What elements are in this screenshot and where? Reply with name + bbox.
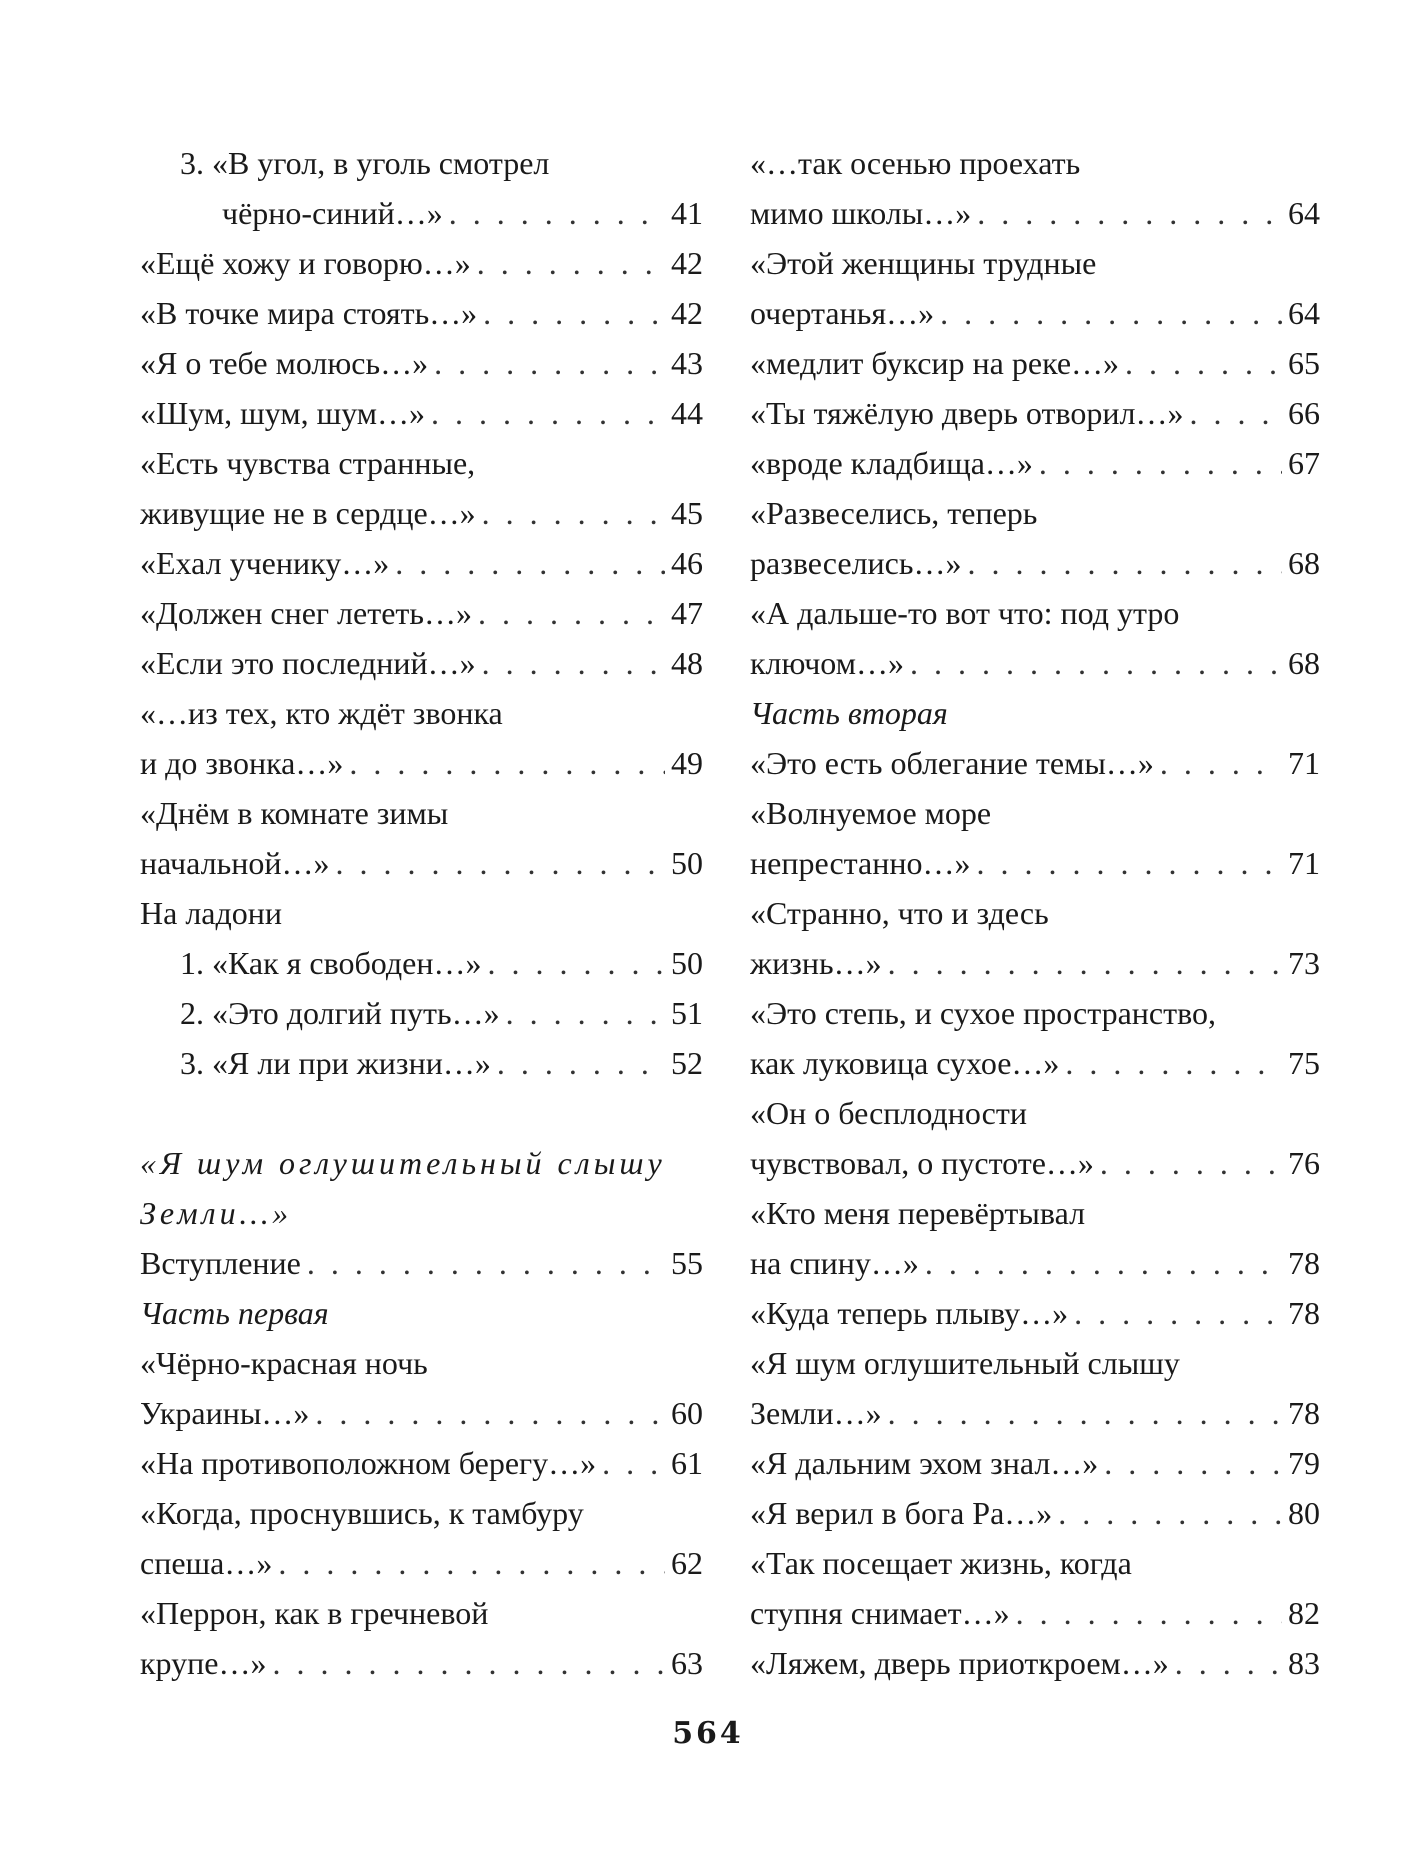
toc-entry-title: 1. «Как я свободен…»: [180, 945, 482, 981]
toc-entry-title: «Ляжем, дверь приоткроем…»: [750, 1645, 1169, 1681]
dot-leader: [335, 838, 665, 888]
toc-entry-text: «Этой женщины трудные: [750, 245, 1097, 281]
section-title: «Я шум оглушительный слышу: [140, 1145, 666, 1181]
toc-entry: [750, 1588, 1320, 1638]
toc-entry-title: «Шум, шум, шум…»: [140, 395, 426, 431]
toc-page-ref: 61: [671, 1445, 703, 1481]
toc-entry: [140, 1388, 703, 1438]
toc-entry: [750, 1488, 1320, 1538]
toc-entry-text: «Так посещает жизнь, когда: [750, 1545, 1132, 1581]
toc-entry-title: крупе…»: [140, 1645, 267, 1681]
dot-leader: [506, 988, 665, 1038]
dot-leader: [483, 288, 665, 338]
toc-page-ref: 42: [671, 245, 703, 281]
toc-entry: [140, 1538, 703, 1588]
dot-leader: [1074, 1288, 1282, 1338]
toc-entry-text: «Я шум оглушительный слышу: [750, 1345, 1180, 1381]
part-heading: Часть вторая: [750, 695, 948, 731]
toc-entry-text: 3. «В угол, в уголь смотрел: [180, 145, 550, 181]
toc-entry: [750, 288, 1320, 338]
toc-entry-title: мимо школы…»: [750, 195, 972, 231]
toc-entry-title: чувствовал, о пустоте…»: [750, 1145, 1094, 1181]
dot-leader: [349, 738, 665, 788]
toc-entry-title: «вроде кладбища…»: [750, 445, 1033, 481]
dot-leader: [482, 488, 665, 538]
toc-entry: [140, 1438, 703, 1488]
dot-leader: [307, 1238, 665, 1288]
dot-leader: [315, 1388, 665, 1438]
toc-page-ref: 42: [671, 295, 703, 331]
spacer: [140, 1088, 703, 1138]
toc-entry-title: на спину…»: [750, 1245, 919, 1281]
dot-leader: [888, 938, 1282, 988]
dot-leader: [967, 538, 1282, 588]
toc-entry-title: Украины…»: [140, 1395, 310, 1431]
toc-entry-title: начальной…»: [140, 845, 330, 881]
toc-entry-title: как луковица сухое…»: [750, 1045, 1060, 1081]
toc-page-ref: 64: [1288, 195, 1320, 231]
toc-entry: [140, 838, 703, 888]
toc-right-column: [750, 138, 1320, 1688]
toc-entry: [750, 388, 1320, 438]
dot-leader: [1189, 388, 1282, 438]
toc-entry-title: «Если это последний…»: [140, 645, 476, 681]
toc-entry-text: «Он о бесплодности: [750, 1095, 1027, 1131]
toc-entry: [140, 738, 703, 788]
toc-entry: [750, 738, 1320, 788]
toc-entry-title: «Ехал ученику…»: [140, 545, 390, 581]
dot-leader: [925, 1238, 1282, 1288]
toc-entry: [140, 288, 703, 338]
section-title-continued: Земли…»: [140, 1195, 293, 1231]
toc-entry-title: непрестанно…»: [750, 845, 971, 881]
toc-page-ref: 66: [1288, 395, 1320, 431]
toc-page-ref: 44: [671, 395, 703, 431]
toc-entry-text: «Когда, проснувшись, к тамбуру: [140, 1495, 584, 1531]
toc-group-heading: На ладони: [140, 895, 283, 931]
toc-page-ref: 80: [1288, 1495, 1320, 1531]
toc-entry-text: «Волнуемое море: [750, 795, 992, 831]
dot-leader: [497, 1038, 665, 1088]
toc-entry-title: «Это есть облегание темы…»: [750, 745, 1154, 781]
toc-page-ref: 67: [1288, 445, 1320, 481]
toc-entry: [750, 1238, 1320, 1288]
toc-page-ref: 51: [671, 995, 703, 1031]
toc-entry: [140, 238, 703, 288]
toc-page-ref: 78: [1288, 1245, 1320, 1281]
toc-entry-title: «Ты тяжёлую дверь отворил…»: [750, 395, 1184, 431]
toc-entry-text: «Кто меня перевёртывал: [750, 1195, 1086, 1231]
dot-leader: [431, 388, 665, 438]
toc-page-ref: 75: [1288, 1045, 1320, 1081]
toc-page-ref: 83: [1288, 1645, 1320, 1681]
toc-page-ref: 78: [1288, 1295, 1320, 1331]
toc-entry-title: «Ещё хожу и говорю…»: [140, 245, 471, 281]
toc-entry: [140, 188, 703, 238]
dot-leader: [478, 588, 665, 638]
toc-entry-title: развеселись…»: [750, 545, 962, 581]
page-number: 564: [672, 1716, 744, 1751]
toc-page-ref: 73: [1288, 945, 1320, 981]
toc-page-ref: 76: [1288, 1145, 1320, 1181]
toc-page-ref: 63: [671, 1645, 703, 1681]
toc-entry-title: 3. «Я ли при жизни…»: [180, 1045, 491, 1081]
toc-entry-text: «…из тех, кто ждёт звонка: [140, 695, 503, 731]
toc-page-ref: 82: [1288, 1595, 1320, 1631]
toc-entry-title: «Куда теперь плыву…»: [750, 1295, 1069, 1331]
toc-entry-title: «Я верил в бога Ра…»: [750, 1495, 1053, 1531]
toc-page-ref: 68: [1288, 545, 1320, 581]
toc-page-ref: 62: [671, 1545, 703, 1581]
toc-entry: [750, 338, 1320, 388]
dot-leader: [1065, 1038, 1282, 1088]
dot-leader: [272, 1638, 665, 1688]
dot-leader: [449, 188, 665, 238]
toc-entry: [750, 1388, 1320, 1438]
toc-page-ref: 52: [671, 1045, 703, 1081]
toc-entry: [750, 188, 1320, 238]
toc-entry-text: «Днём в комнате зимы: [140, 795, 449, 831]
toc-entry: [750, 638, 1320, 688]
toc-page-ref: 50: [671, 945, 703, 981]
dot-leader: [1160, 738, 1282, 788]
toc-entry-text: «Это степь, и сухое пространство,: [750, 995, 1216, 1031]
toc-entry: [140, 938, 703, 988]
dot-leader: [1058, 1488, 1282, 1538]
toc-entry: [140, 988, 703, 1038]
part-heading: Часть первая: [140, 1295, 329, 1331]
dot-leader: [888, 1388, 1282, 1438]
toc-entry: [140, 488, 703, 538]
toc-entry-text: «Развеселись, теперь: [750, 495, 1038, 531]
dot-leader: [1125, 338, 1282, 388]
toc-page-ref: 65: [1288, 345, 1320, 381]
toc-entry-text: «Перрон, как в гречневой: [140, 1595, 489, 1631]
toc-page-ref: 68: [1288, 645, 1320, 681]
toc-entry: [140, 538, 703, 588]
toc-left-column: [140, 138, 703, 1688]
toc-page-ref: 47: [671, 595, 703, 631]
toc-entry-title: «Я дальним эхом знал…»: [750, 1445, 1099, 1481]
dot-leader: [1100, 1138, 1282, 1188]
dot-leader: [910, 638, 1282, 688]
toc-page-ref: 64: [1288, 295, 1320, 331]
toc-page-ref: 60: [671, 1395, 703, 1431]
toc-entry: [140, 388, 703, 438]
dot-leader: [1039, 438, 1282, 488]
toc-entry-title: спеша…»: [140, 1545, 273, 1581]
dot-leader: [1016, 1588, 1282, 1638]
dot-leader: [487, 938, 665, 988]
toc-entry-text: «Есть чувства странные,: [140, 445, 476, 481]
toc-page-ref: 71: [1288, 845, 1320, 881]
toc-entry: [750, 1038, 1320, 1088]
toc-entry: [140, 1238, 703, 1288]
toc-page-ref: 48: [671, 645, 703, 681]
toc-entry-title: ключом…»: [750, 645, 904, 681]
toc-page-ref: 79: [1288, 1445, 1320, 1481]
toc-entry-title: и до звонка…»: [140, 745, 344, 781]
toc-entry-title: Вступление: [140, 1245, 301, 1281]
toc-entry-title: очертанья…»: [750, 295, 935, 331]
dot-leader: [940, 288, 1282, 338]
toc-page-ref: 49: [671, 745, 703, 781]
dot-leader: [477, 238, 665, 288]
toc-entry: [750, 838, 1320, 888]
dot-leader: [977, 188, 1282, 238]
toc-entry: [750, 1638, 1320, 1688]
toc-entry-text: «Чёрно-красная ночь: [140, 1345, 428, 1381]
toc-entry: [140, 588, 703, 638]
dot-leader: [278, 1538, 665, 1588]
toc-entry-text: «А дальше-то вот что: под утро: [750, 595, 1180, 631]
toc-entry: [750, 538, 1320, 588]
toc-entry-title: живущие не в сердце…»: [140, 495, 476, 531]
toc-entry: [140, 638, 703, 688]
toc-entry-text: «Странно, что и здесь: [750, 895, 1049, 931]
toc-page-ref: 41: [671, 195, 703, 231]
dot-leader: [434, 338, 665, 388]
toc-entry-title: чёрно-синий…»: [222, 195, 443, 231]
toc-entry-title: «Я о тебе молюсь…»: [140, 345, 429, 381]
toc-entry-title: Земли…»: [750, 1395, 882, 1431]
dot-leader: [1104, 1438, 1282, 1488]
toc-entry-title: «Должен снег лететь…»: [140, 595, 472, 631]
toc-entry-title: жизнь…»: [750, 945, 882, 981]
toc-entry: [140, 338, 703, 388]
toc-entry: [750, 438, 1320, 488]
toc-page-ref: 55: [671, 1245, 703, 1281]
toc-entry-text: «…так осенью проехать: [750, 145, 1081, 181]
dot-leader: [976, 838, 1282, 888]
toc-entry-title: «В точке мира стоять…»: [140, 295, 478, 331]
toc-entry: [140, 1038, 703, 1088]
toc-entry: [140, 1638, 703, 1688]
toc-page-ref: 50: [671, 845, 703, 881]
toc-page-ref: 71: [1288, 745, 1320, 781]
toc-entry-title: «На противоположном берегу…»: [140, 1445, 597, 1481]
dot-leader: [1175, 1638, 1282, 1688]
toc-entry-title: «медлит буксир на реке…»: [750, 345, 1120, 381]
toc-entry: [750, 938, 1320, 988]
toc-entry-title: 2. «Это долгий путь…»: [180, 995, 500, 1031]
toc-page-ref: 46: [671, 545, 703, 581]
dot-leader: [482, 638, 665, 688]
dot-leader: [602, 1438, 665, 1488]
toc-entry-title: ступня снимает…»: [750, 1595, 1010, 1631]
toc-entry: [750, 1138, 1320, 1188]
toc-page-ref: 45: [671, 495, 703, 531]
dot-leader: [395, 538, 665, 588]
toc-page-ref: 78: [1288, 1395, 1320, 1431]
toc-page-ref: 43: [671, 345, 703, 381]
toc-entry: [750, 1438, 1320, 1488]
toc-entry: [750, 1288, 1320, 1338]
